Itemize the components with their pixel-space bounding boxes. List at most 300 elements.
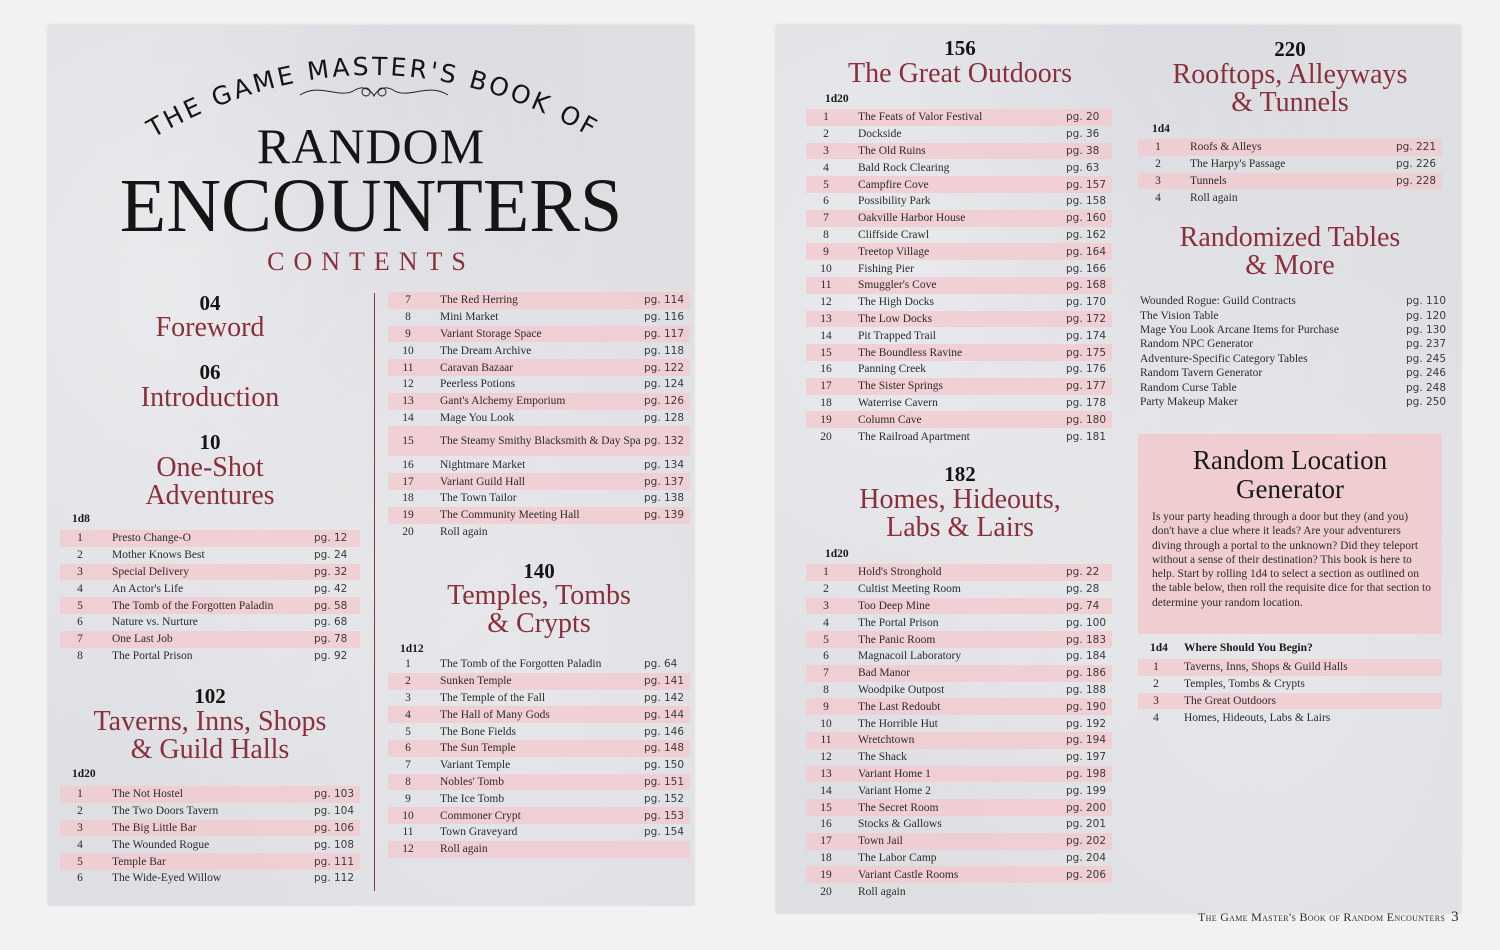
row-title: Nature vs. Nurture	[112, 616, 198, 629]
table-row[interactable]	[806, 193, 1112, 210]
table-row[interactable]	[806, 311, 1112, 328]
row-number: 13	[820, 312, 832, 325]
row-page: pg. 170	[1066, 296, 1107, 309]
row-title: Stocks & Gallows	[858, 818, 942, 831]
location-generator-title-line1: Random Location	[1192, 445, 1388, 475]
column-divider	[374, 293, 375, 891]
row-number: 3	[77, 565, 83, 578]
table-row[interactable]	[60, 597, 360, 614]
row-title: Roll again	[858, 885, 906, 898]
temples-title[interactable]	[388, 582, 690, 638]
row-page: pg. 181	[1066, 430, 1107, 443]
table-row[interactable]	[806, 143, 1112, 160]
row-number: 12	[402, 378, 414, 391]
table-row[interactable]	[806, 749, 1112, 766]
table-row[interactable]	[806, 766, 1112, 783]
row-title: The Wounded Rogue	[112, 838, 210, 851]
table-row[interactable]	[806, 581, 1112, 598]
table-row[interactable]	[806, 395, 1112, 412]
introduction-title[interactable]: Introduction	[140, 382, 280, 413]
row-title: Oakville Harbor House	[858, 212, 966, 225]
row-number: 2	[823, 583, 829, 596]
row-page: pg. 132	[644, 434, 685, 447]
row-number: 1	[77, 788, 83, 801]
row-title: Peerless Potions	[440, 378, 516, 391]
row-number: 9	[823, 700, 829, 713]
table-row[interactable]	[806, 428, 1112, 445]
row-number: 8	[405, 311, 411, 324]
row-number: 7	[405, 294, 411, 307]
table-row[interactable]	[60, 631, 360, 648]
row-title: Magnacoil Laboratory	[858, 650, 962, 663]
table-row[interactable]	[806, 782, 1112, 799]
table-row[interactable]	[60, 853, 360, 870]
table-row[interactable]	[806, 361, 1112, 378]
table-row[interactable]	[806, 598, 1112, 615]
row-number: 15	[820, 801, 832, 814]
row-page: pg. 152	[644, 792, 685, 805]
row-number: 5	[405, 725, 411, 738]
row-page: pg. 126	[644, 395, 685, 408]
table-row[interactable]	[60, 530, 360, 547]
row-number: 15	[402, 434, 414, 447]
row-number: 18	[820, 851, 832, 864]
list-item-page: pg. 237	[1406, 338, 1447, 351]
row-title: Bad Manor	[858, 667, 911, 680]
table-row[interactable]	[806, 159, 1112, 176]
table-row[interactable]	[388, 824, 690, 841]
row-page: pg. 122	[644, 361, 685, 374]
row-title: The Bone Fields	[440, 725, 517, 738]
row-number: 4	[405, 708, 411, 721]
introduction-page-number: 06	[199, 360, 221, 384]
table-row[interactable]	[806, 378, 1112, 395]
list-item-page: pg. 250	[1406, 395, 1447, 408]
list-item-title: Random Curse Table	[1140, 381, 1237, 394]
table-row[interactable]	[1138, 139, 1442, 156]
row-page: pg. 108	[314, 838, 355, 851]
table-row[interactable]	[806, 715, 1112, 732]
list-item[interactable]	[1140, 352, 1447, 366]
table-row[interactable]	[388, 490, 690, 507]
row-page: pg. 228	[1396, 174, 1437, 187]
row-title: One Last Job	[112, 633, 173, 646]
row-page: pg. 202	[1066, 835, 1107, 848]
row-number: 17	[820, 835, 832, 848]
table-row[interactable]	[60, 820, 360, 837]
row-page: pg. 176	[1066, 363, 1107, 376]
list-item[interactable]	[1140, 323, 1447, 337]
table-row[interactable]	[60, 870, 360, 887]
table-row[interactable]	[806, 411, 1112, 428]
location-generator-body: Is your party heading through a door but they (and you) don't have a clue where it leads? Are your adventurers diving through a portal to the unknown? Did they teleport without a sense of their destination? This book is here to help. Start by rolling 1d4 to select a section as outlined on the table below, then roll the requisite dice for that section to determine your random location.	[1152, 511, 1431, 609]
row-number: 10	[402, 809, 414, 822]
row-title: Town Jail	[858, 835, 903, 848]
row-number: 9	[823, 245, 829, 258]
table-row[interactable]	[1138, 709, 1442, 726]
row-page: pg. 78	[314, 633, 348, 646]
row-number: 2	[77, 805, 83, 818]
row-page: pg. 68	[314, 616, 348, 629]
row-number: 5	[823, 633, 829, 646]
table-row[interactable]	[60, 648, 360, 665]
table-row[interactable]	[388, 410, 690, 427]
row-number: 19	[402, 509, 414, 522]
rooftops-title-line2: & Tunnels	[1231, 87, 1349, 118]
list-item[interactable]	[1140, 380, 1447, 394]
row-title: Mini Market	[440, 311, 499, 324]
row-page: pg. 24	[314, 549, 348, 562]
one-shot-title-line1: One-Shot	[156, 452, 264, 483]
row-page: pg. 42	[314, 582, 348, 595]
row-page: pg. 201	[1066, 818, 1107, 831]
randomized-title[interactable]	[1135, 224, 1445, 280]
table-row[interactable]	[388, 740, 690, 757]
row-number: 1	[1153, 661, 1159, 674]
row-title: Homes, Hideouts, Labs & Lairs	[1184, 711, 1331, 724]
row-number: 1	[823, 111, 829, 124]
row-title: The Great Outdoors	[1184, 694, 1276, 707]
row-title: Panning Creek	[858, 363, 927, 376]
homes-title[interactable]	[805, 486, 1115, 542]
temples-dice: 1d12	[400, 643, 424, 655]
row-title: Dockside	[858, 128, 902, 141]
taverns-title-line2: & Guild Halls	[130, 734, 290, 765]
row-page: pg. 146	[644, 725, 685, 738]
table-row[interactable]	[806, 850, 1112, 867]
row-title: Fishing Pier	[858, 262, 914, 275]
table-row[interactable]	[1138, 156, 1442, 173]
row-number: 4	[1153, 711, 1159, 724]
table-row[interactable]	[60, 786, 360, 803]
table-row[interactable]	[388, 706, 690, 723]
table-row[interactable]	[806, 277, 1112, 294]
location-generator-title	[1138, 434, 1442, 504]
list-item-title: Party Makeup Maker	[1140, 395, 1238, 408]
row-number: 18	[820, 396, 832, 409]
row-number: 4	[823, 161, 829, 174]
list-item-title: Mage You Look Arcane Items for Purchase	[1140, 323, 1339, 336]
table-row[interactable]	[388, 292, 690, 309]
taverns-title-line1: Taverns, Inns, Shops	[93, 706, 327, 737]
row-page: pg. 112	[314, 872, 355, 885]
row-title: The High Docks	[858, 296, 935, 309]
row-page: pg. 221	[1396, 141, 1437, 154]
table-row[interactable]	[388, 507, 690, 524]
table-row[interactable]	[388, 723, 690, 740]
row-title: The Low Docks	[858, 312, 933, 325]
table-row[interactable]	[806, 227, 1112, 244]
row-title: Variant Temple	[440, 759, 511, 772]
location-generator-column-header: Where Should You Begin?	[1184, 642, 1313, 654]
row-page: pg. 157	[1066, 178, 1107, 191]
table-row[interactable]	[806, 816, 1112, 833]
table-row[interactable]	[388, 326, 690, 343]
rooftops-title[interactable]	[1135, 61, 1445, 117]
table-row[interactable]	[806, 176, 1112, 193]
row-number: 9	[405, 327, 411, 340]
one-shot-page-number: 10	[199, 430, 221, 454]
table-row[interactable]	[388, 426, 690, 456]
table-row[interactable]	[806, 833, 1112, 850]
table-row[interactable]	[806, 631, 1112, 648]
table-row[interactable]	[388, 841, 690, 858]
row-number: 20	[402, 525, 414, 538]
list-item-page: pg. 245	[1406, 352, 1447, 365]
table-row[interactable]	[60, 614, 360, 631]
table-row[interactable]	[388, 393, 690, 410]
table-row[interactable]	[388, 359, 690, 376]
row-title: The Horrible Hut	[858, 717, 938, 730]
table-row[interactable]	[806, 614, 1112, 631]
row-page: pg. 114	[644, 294, 685, 307]
taverns-table-part1	[60, 786, 360, 887]
row-page: pg. 168	[1066, 279, 1107, 292]
row-page: pg. 199	[1066, 784, 1107, 797]
table-row[interactable]	[806, 344, 1112, 361]
table-row[interactable]	[388, 342, 690, 359]
row-page: pg. 160	[1066, 212, 1107, 225]
homes-title-line1: Homes, Hideouts,	[859, 484, 1061, 515]
row-number: 6	[77, 616, 83, 629]
row-number: 12	[820, 751, 832, 764]
row-title: Variant Guild Hall	[440, 475, 525, 488]
outdoors-title[interactable]: The Great Outdoors	[848, 58, 1072, 89]
table-row[interactable]	[806, 243, 1112, 260]
table-row[interactable]	[388, 807, 690, 824]
table-row[interactable]	[388, 456, 690, 473]
table-row[interactable]	[388, 774, 690, 791]
table-row[interactable]	[806, 260, 1112, 277]
row-title: Gant's Alchemy Emporium	[440, 395, 566, 408]
row-title: Roofs & Alleys	[1190, 141, 1262, 154]
row-title: Hold's Stronghold	[858, 566, 942, 579]
row-page: pg. 124	[644, 378, 685, 391]
table-row[interactable]	[806, 665, 1112, 682]
row-title: Cliffside Crawl	[858, 228, 930, 241]
table-row[interactable]	[806, 732, 1112, 749]
row-title: Caravan Bazaar	[440, 361, 514, 374]
table-row[interactable]	[388, 309, 690, 326]
row-page: pg. 92	[314, 649, 348, 662]
table-row[interactable]	[388, 757, 690, 774]
table-row[interactable]	[388, 673, 690, 690]
row-title: The Tomb of the Forgotten Paladin	[112, 599, 274, 612]
row-title: The Panic Room	[858, 633, 936, 646]
row-number: 18	[402, 492, 414, 505]
table-row[interactable]	[388, 656, 690, 673]
row-number: 8	[823, 228, 829, 241]
table-row[interactable]	[806, 126, 1112, 143]
row-page: pg. 197	[1066, 751, 1107, 764]
row-number: 14	[820, 329, 832, 342]
temples-page-number: 140	[523, 559, 555, 583]
row-page: pg. 198	[1066, 767, 1107, 780]
row-number: 7	[77, 633, 83, 646]
table-row[interactable]	[1138, 189, 1442, 206]
row-title: Woodpike Outpost	[858, 683, 945, 696]
row-page: pg. 74	[1066, 599, 1100, 612]
row-page: pg. 36	[1066, 128, 1100, 141]
row-number: 3	[823, 144, 829, 157]
temples-table	[388, 656, 690, 858]
row-title: Variant Storage Space	[440, 327, 542, 340]
row-title: The Labor Camp	[858, 851, 937, 864]
row-page: pg. 150	[644, 759, 685, 772]
temples-title-line1: Temples, Tombs	[447, 580, 631, 611]
row-number: 4	[77, 838, 83, 851]
table-row[interactable]	[806, 799, 1112, 816]
location-generator-box	[1138, 434, 1442, 634]
table-row[interactable]	[1138, 676, 1442, 693]
row-page: pg. 184	[1066, 650, 1107, 663]
table-row[interactable]	[806, 682, 1112, 699]
row-page: pg. 106	[314, 821, 355, 834]
row-page: pg. 137	[644, 475, 685, 488]
table-row[interactable]	[60, 836, 360, 853]
row-number: 9	[405, 792, 411, 805]
row-page: pg. 192	[1066, 717, 1107, 730]
row-number: 7	[405, 759, 411, 772]
table-row[interactable]	[806, 698, 1112, 715]
table-row[interactable]	[806, 294, 1112, 311]
homes-table	[806, 564, 1112, 900]
contents-heading: CONTENTS	[267, 247, 475, 276]
row-page: pg. 100	[1066, 616, 1107, 629]
row-number: 3	[1153, 694, 1159, 707]
row-number: 5	[823, 178, 829, 191]
row-title: The Big Little Bar	[112, 821, 197, 834]
row-title: Mother Knows Best	[112, 549, 205, 562]
row-page: pg. 116	[644, 311, 685, 324]
row-page: pg. 162	[1066, 228, 1107, 241]
row-number: 5	[77, 599, 83, 612]
row-title: The Tomb of the Forgotten Paladin	[440, 658, 602, 671]
outdoors-page-number: 156	[944, 36, 976, 60]
row-title: The Temple of the Fall	[440, 691, 546, 704]
one-shot-title[interactable]	[60, 454, 360, 510]
row-title: Nightmare Market	[440, 458, 526, 471]
row-title: The Sun Temple	[440, 742, 516, 755]
row-title: The Dream Archive	[440, 344, 532, 357]
row-number: 13	[820, 767, 832, 780]
row-number: 6	[405, 742, 411, 755]
table-row[interactable]	[388, 473, 690, 490]
row-number: 4	[1155, 191, 1161, 204]
row-page: pg. 134	[644, 458, 685, 471]
row-page: pg. 63	[1066, 161, 1100, 174]
list-item[interactable]	[1140, 337, 1447, 351]
row-number: 14	[402, 411, 414, 424]
taverns-page-number: 102	[194, 684, 226, 708]
table-row[interactable]	[60, 547, 360, 564]
row-title: Smuggler's Cove	[858, 279, 937, 292]
row-number: 19	[820, 413, 832, 426]
list-item[interactable]	[1140, 395, 1447, 409]
list-item[interactable]	[1140, 366, 1447, 380]
table-row[interactable]	[60, 803, 360, 820]
row-number: 6	[823, 650, 829, 663]
footer-page-number: 3	[1451, 909, 1459, 925]
row-number: 16	[820, 363, 832, 376]
row-title: The Railroad Apartment	[858, 430, 970, 443]
list-item-title: Random NPC Generator	[1140, 338, 1254, 351]
homes-page-number: 182	[944, 462, 976, 486]
row-number: 1	[77, 532, 83, 545]
row-number: 2	[823, 128, 829, 141]
list-item-page: pg. 246	[1406, 367, 1447, 380]
list-item-page: pg. 120	[1406, 309, 1447, 322]
table-row[interactable]	[806, 648, 1112, 665]
row-number: 1	[1155, 141, 1161, 154]
foreword-title[interactable]: Foreword	[155, 312, 265, 343]
row-number: 12	[402, 843, 414, 856]
outdoors-table	[806, 109, 1112, 445]
table-row[interactable]	[1138, 659, 1442, 676]
table-row[interactable]	[388, 690, 690, 707]
row-page: pg. 158	[1066, 195, 1107, 208]
row-number: 8	[77, 649, 83, 662]
row-page: pg. 148	[644, 742, 685, 755]
row-page: pg. 12	[314, 532, 348, 545]
row-title: An Actor's Life	[112, 582, 184, 595]
table-row[interactable]	[388, 376, 690, 393]
row-title: Variant Home 1	[858, 767, 931, 780]
row-number: 1	[823, 566, 829, 579]
row-number: 11	[820, 279, 832, 292]
table-row[interactable]	[1138, 693, 1442, 710]
one-shot-dice: 1d8	[72, 513, 90, 525]
row-number: 16	[820, 818, 832, 831]
table-row[interactable]	[1138, 173, 1442, 190]
list-item[interactable]	[1140, 294, 1447, 308]
row-title: Taverns, Inns, Shops & Guild Halls	[1184, 661, 1348, 674]
taverns-dice: 1d20	[72, 768, 96, 780]
location-generator-dice: 1d4	[1150, 642, 1168, 654]
table-row[interactable]	[806, 883, 1112, 900]
table-row[interactable]	[60, 564, 360, 581]
row-title: Tunnels	[1190, 174, 1227, 187]
row-number: 7	[823, 212, 829, 225]
row-page: pg. 166	[1066, 262, 1107, 275]
table-row[interactable]	[806, 327, 1112, 344]
table-row[interactable]	[806, 109, 1112, 126]
taverns-title[interactable]	[60, 708, 360, 764]
table-row[interactable]	[60, 580, 360, 597]
randomized-title-line1: Randomized Tables	[1179, 222, 1401, 253]
row-page: pg. 141	[644, 675, 685, 688]
row-title: The Boundless Ravine	[858, 346, 963, 359]
table-row[interactable]	[388, 790, 690, 807]
row-title: Variant Home 2	[858, 784, 931, 797]
row-page: pg. 28	[1066, 583, 1100, 596]
row-number: 14	[820, 784, 832, 797]
row-page: pg. 38	[1066, 144, 1100, 157]
row-page: pg. 142	[644, 691, 685, 704]
table-row[interactable]	[806, 210, 1112, 227]
row-number: 17	[402, 475, 414, 488]
row-title: Sunken Temple	[440, 675, 512, 688]
row-number: 3	[405, 691, 411, 704]
row-number: 6	[823, 195, 829, 208]
list-item[interactable]	[1140, 308, 1447, 322]
table-row[interactable]	[806, 866, 1112, 883]
rooftops-dice: 1d4	[1152, 123, 1170, 135]
row-title: Special Delivery	[112, 565, 189, 578]
table-row[interactable]	[388, 524, 690, 541]
table-row[interactable]	[806, 564, 1112, 581]
row-title: The Secret Room	[858, 801, 939, 814]
